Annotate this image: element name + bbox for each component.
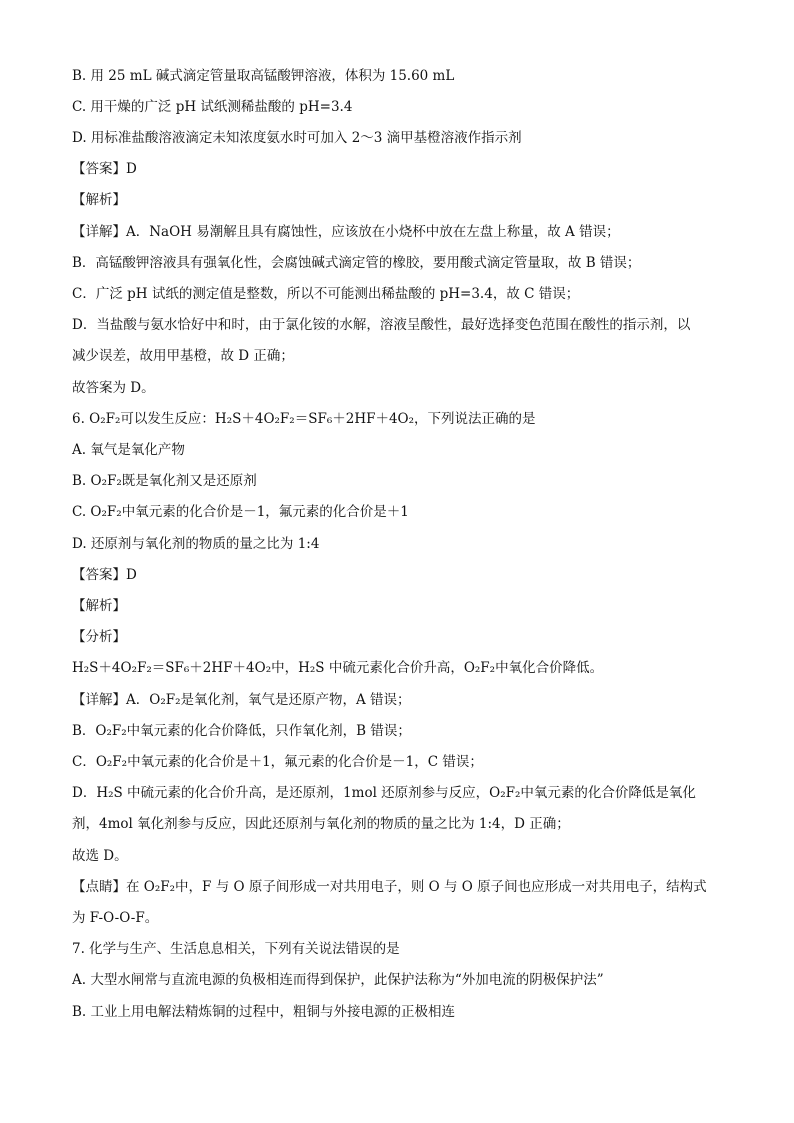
explanation-6d: D．H₂S 中硫元素的化合价升高，是还原剂，1mol 还原剂参与反应，O₂F₂中氧元素的化合价降低是氧化 xyxy=(72,785,696,801)
conclusion-5: 故答案为 D。 xyxy=(72,380,155,396)
option-6b: B. O₂F₂既是氧化剂又是还原剂 xyxy=(72,473,257,489)
explanation-5d: D．当盐酸与氨水恰好中和时，由于氯化铵的水解，溶液呈酸性，最好选择变色范围在酸性的指示剂，以 xyxy=(72,317,691,333)
option-5d: D. 用标准盐酸溶液滴定未知浓度氨水时可加入 2～3 滴甲基橙溶液作指示剂 xyxy=(72,130,522,146)
explanation-5b: B．高锰酸钾溶液具有强氧化性，会腐蚀碱式滴定管的橡胶，要用酸式滴定管量取，故 B 错误； xyxy=(72,255,641,271)
explanation-5c: C．广泛 pH 试纸的测定值是整数，所以不可能测出稀盐酸的 pH=3.4，故 C 错误； xyxy=(72,286,580,302)
analysis-heading-5: 【解析】 xyxy=(72,192,126,208)
analysis-sub-heading-6: 【分析】 xyxy=(72,629,126,645)
option-5b: B. 用 25 mL 碱式滴定管量取高锰酸钾溶液，体积为 15.60 mL xyxy=(72,68,455,84)
question-7: 7. 化学与生产、生活息息相关，下列有关说法错误的是 xyxy=(72,941,400,957)
explanation-5a: 【详解】A．NaOH 易潮解且具有腐蚀性，应该放在小烧杯中放在左盘上称量，故 A 错误； xyxy=(72,224,620,240)
explanation-5d-cont: 减少误差，故用甲基橙，故 D 正确； xyxy=(72,348,294,364)
option-5c: C. 用干燥的广泛 pH 试纸测稀盐酸的 pH=3.4 xyxy=(72,99,353,115)
key-point-6: 【点睛】在 O₂F₂中，F 与 O 原子间形成一对共用电子，则 O 与 O 原子间也应形成一对共用电子，结构式 xyxy=(72,879,707,895)
option-7a: A. 大型水闸常与直流电源的负极相连而得到保护，此保护法称为“外加电流的阴极保护法” xyxy=(72,972,604,988)
answer-5: 【答案】D xyxy=(72,161,137,177)
explanation-6b: B．O₂F₂中氧元素的化合价降低，只作氧化剂，B 错误； xyxy=(72,723,411,739)
question-6: 6. O₂F₂可以发生反应：H₂S＋4O₂F₂＝SF₆＋2HF＋4O₂，下列说法正确的是 xyxy=(72,411,536,427)
answer-6: 【答案】D xyxy=(72,567,137,583)
key-point-6-cont: 为 F-O-O-F。 xyxy=(72,910,159,926)
explanation-6c: C．O₂F₂中氧元素的化合价是＋1，氟元素的化合价是－1，C 错误； xyxy=(72,754,483,770)
analysis-heading-6: 【解析】 xyxy=(72,598,126,614)
explanation-6a: 【详解】A．O₂F₂是氧化剂，氧气是还原产物，A 错误； xyxy=(72,692,411,708)
option-7b: B. 工业上用电解法精炼铜的过程中，粗铜与外接电源的正极相连 xyxy=(72,1004,456,1020)
option-6c: C. O₂F₂中氧元素的化合价是－1，氟元素的化合价是＋1 xyxy=(72,504,409,520)
option-6d: D. 还原剂与氧化剂的物质的量之比为 1:4 xyxy=(72,536,320,552)
conclusion-6: 故选 D。 xyxy=(72,848,128,864)
analysis-text-6: H₂S＋4O₂F₂＝SF₆＋2HF＋4O₂中，H₂S 中硫元素化合价升高，O₂F₂中氧化合价降低。 xyxy=(72,660,604,676)
option-6a: A. 氧气是氧化产物 xyxy=(72,442,185,458)
explanation-6d-cont: 剂，4mol 氧化剂参与反应，因此还原剂与氧化剂的物质的量之比为 1:4，D 正确； xyxy=(72,816,570,832)
